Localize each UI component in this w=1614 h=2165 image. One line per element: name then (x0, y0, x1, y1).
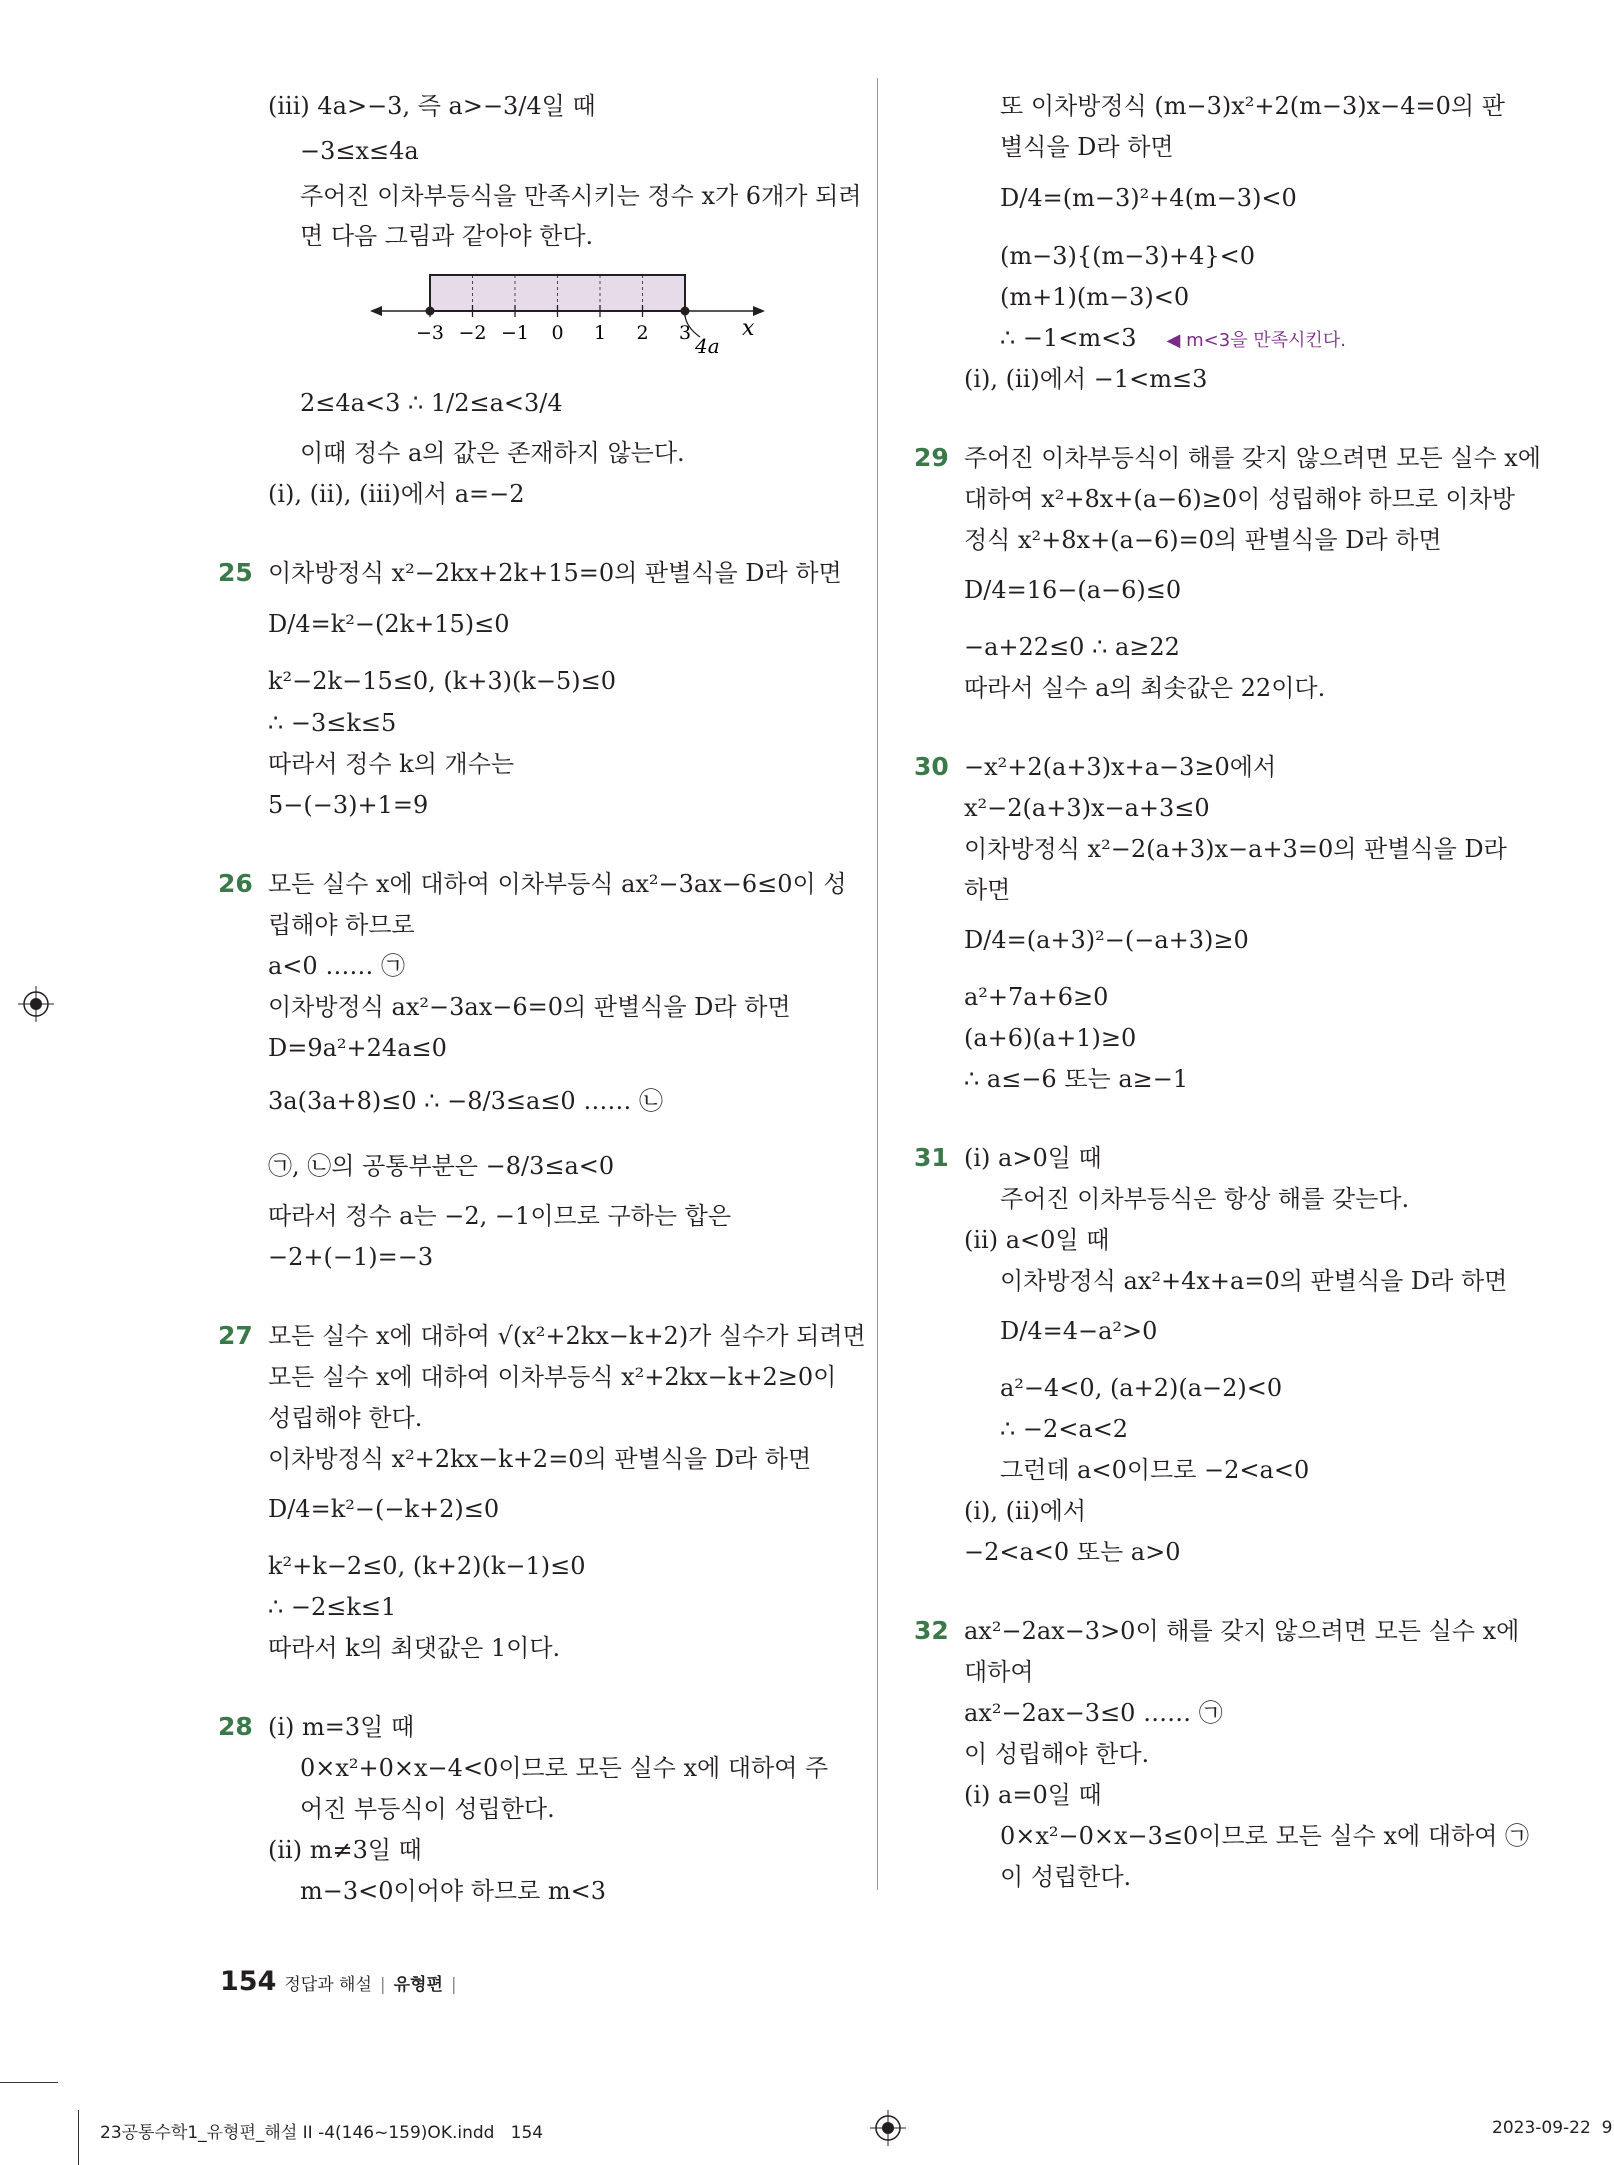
registration-mark-bottom (870, 2110, 906, 2146)
solution-line (268, 557, 842, 589)
axis-arrow-right (753, 306, 765, 316)
line-text: (i) a=0일 때 (964, 1781, 1102, 1809)
solution-line (964, 751, 1276, 783)
solution-line (268, 90, 596, 122)
solution-line (268, 665, 616, 697)
solution-line (268, 1361, 836, 1393)
line-text: 주어진 이차부등식을 만족시키는 정수 x가 6개가 되려 (300, 182, 862, 210)
line-text: ㉠, ㉡의 공통부분은 −8/3≤a<0 (268, 1152, 615, 1180)
solution-line (268, 608, 510, 640)
solution-line (964, 442, 1541, 474)
solution-line (1000, 182, 1297, 214)
solution-line (964, 672, 1325, 704)
line-text: 따라서 정수 k의 개수는 (268, 750, 515, 778)
line-text: a²+7a+6≥0 (964, 983, 1109, 1011)
problem-number: 28 (218, 1712, 253, 1741)
line-text: 대하여 (964, 1658, 1034, 1686)
line-text: (ii) m≠3일 때 (268, 1836, 422, 1864)
line-text: 이 성립해야 한다. (964, 1740, 1150, 1768)
left-endpoint (426, 307, 435, 316)
solution-line (964, 1224, 1109, 1256)
tick-label: −1 (500, 322, 530, 344)
line-text: (i) m=3일 때 (268, 1713, 415, 1741)
line-text: 모든 실수 x에 대하여 이차부등식 ax²−3ax−6≤0이 성 (268, 870, 847, 898)
crop-mark (0, 2082, 58, 2083)
line-text: 2≤4a<3 ∴ 1/2≤a<3/4 (300, 389, 563, 417)
solution-line (268, 1320, 866, 1352)
solution-line (1000, 1820, 1529, 1852)
solution-line (268, 1834, 422, 1866)
solution-line (964, 792, 1210, 824)
problem-number: 31 (914, 1143, 949, 1172)
line-text: 3a(3a+8)≤0 ∴ −8/3≤a≤0 …… ㉡ (268, 1087, 663, 1115)
line-text: D/4=16−(a−6)≤0 (964, 576, 1182, 604)
solution-line (300, 135, 419, 167)
problem-number: 29 (914, 443, 949, 472)
solution-line (1000, 1454, 1309, 1486)
print-slug-file: 23공통수학1_유형편_해설 II -4(146~159)OK.indd 154 (100, 2123, 544, 2143)
solution-line (268, 1550, 586, 1582)
crop-mark (78, 2110, 79, 2165)
line-text: −x²+2(a+3)x+a−3≥0에서 (964, 753, 1277, 781)
problem-number: 25 (218, 558, 253, 587)
solution-line (300, 1793, 555, 1825)
solution-line (964, 981, 1108, 1013)
line-text: (a+6)(a+1)≥0 (964, 1024, 1137, 1052)
solution-line (268, 1443, 811, 1475)
line-text: 이차방정식 x²−2(a+3)x−a+3=0의 판별식을 D라 (964, 835, 1507, 863)
solution-line (964, 1142, 1102, 1174)
line-text: 별식을 D라 하면 (1000, 133, 1174, 161)
line-text: 립해야 하므로 (268, 911, 415, 939)
tick-label: 2 (636, 322, 649, 344)
solution-line (268, 1241, 433, 1273)
line-text: 이차방정식 ax²+4x+a=0의 판별식을 D라 하면 (1000, 1267, 1508, 1295)
solution-line (300, 1875, 606, 1907)
line-text: 하면 (964, 876, 1011, 904)
tick-label: 1 (593, 322, 607, 344)
solution-line (300, 387, 563, 419)
line-text: (ii) a<0일 때 (964, 1226, 1110, 1254)
line-text: (m+1)(m−3)<0 (1000, 283, 1190, 311)
solution-line (268, 1150, 614, 1182)
problem-number: 26 (218, 869, 253, 898)
right-endpoint (681, 307, 690, 316)
solution-line (268, 1402, 422, 1434)
line-text: 모든 실수 x에 대하여 √(x²+2kx−k+2)가 실수가 되려면 (268, 1322, 866, 1350)
tick-label: 0 (551, 322, 564, 344)
solution-line (1000, 1861, 1131, 1893)
solution-line (268, 1085, 663, 1117)
solution-line (964, 924, 1249, 956)
registration-mark-left (18, 986, 54, 1022)
solution-line (300, 220, 593, 252)
problem-number: 32 (914, 1616, 949, 1645)
line-text: ∴ a≤−6 또는 a≥−1 (964, 1065, 1189, 1093)
line-text: 이때 정수 a의 값은 존재하지 않는다. (300, 439, 685, 467)
solution-line (268, 950, 405, 982)
line-text: D=9a²+24a≤0 (268, 1034, 447, 1062)
solution-line (268, 1632, 560, 1664)
line-text: ∴ −3≤k≤5 (268, 709, 397, 737)
line-text: 어진 부등식이 성립한다. (300, 1795, 555, 1823)
line-text: 면 다음 그림과 같아야 한다. (300, 222, 594, 250)
line-text: 그런데 a<0이므로 −2<a<0 (1000, 1456, 1310, 1484)
line-text: (m−3){(m−3)+4}<0 (1000, 242, 1256, 270)
line-text: 따라서 정수 a는 −2, −1이므로 구하는 합은 (268, 1202, 732, 1230)
line-text: k²+k−2≤0, (k+2)(k−1)≤0 (268, 1552, 586, 1580)
line-text: (i), (ii)에서 (964, 1497, 1087, 1525)
solution-line (268, 868, 847, 900)
margin-note: ◀ m<3을 만족시킨다. (1166, 330, 1346, 351)
solution-line (964, 363, 1207, 395)
solution-line (1000, 131, 1174, 163)
line-text: a²−4<0, (a+2)(a−2)<0 (1000, 1374, 1283, 1402)
line-text: k²−2k−15≤0, (k+3)(k−5)≤0 (268, 667, 617, 695)
footer-label: 정답과 해설 (284, 1975, 372, 1995)
page-number: 154 (220, 1966, 277, 1997)
solution-line (268, 1711, 414, 1743)
line-text: D/4=4−a²>0 (1000, 1317, 1158, 1345)
line-text: D/4=k²−(−k+2)≤0 (268, 1495, 500, 1523)
solution-line (964, 574, 1181, 606)
solution-line (300, 180, 861, 212)
line-text: ∴ −2<a<2 (1000, 1415, 1129, 1443)
line-text: −a+22≤0 ∴ a≥22 (964, 633, 1180, 661)
line-text: −2+(−1)=−3 (268, 1243, 434, 1271)
line-text: ∴ −1<m<3 (1000, 324, 1137, 352)
solution-line (964, 524, 1442, 556)
solution-line (964, 1063, 1188, 1095)
line-text: x²−2(a+3)x−a+3≤0 (964, 794, 1210, 822)
solution-line (300, 1752, 828, 1784)
line-text: 이차방정식 x²−2kx+2k+15=0의 판별식을 D라 하면 (268, 559, 842, 587)
line-text: 0×x²+0×x−4<0이므로 모든 실수 x에 대하여 주 (300, 1754, 829, 1782)
solution-line (964, 1495, 1086, 1527)
column-divider (877, 78, 878, 1890)
solution-line (1000, 322, 1346, 357)
line-text: D/4=k²−(2k+15)≤0 (268, 610, 510, 638)
solution-line (268, 1032, 447, 1064)
line-text: 또 이차방정식 (m−3)x²+2(m−3)x−4=0의 판 (1000, 92, 1505, 120)
print-slug-date: 2023-09-22 9 (1492, 2118, 1613, 2138)
line-text: ax²−2ax−3≤0 …… ㉠ (964, 1699, 1223, 1727)
line-text: D/4=(a+3)²−(−a+3)≥0 (964, 926, 1249, 954)
solution-line (300, 437, 685, 469)
solution-line (1000, 90, 1505, 122)
line-text: 이차방정식 ax²−3ax−6=0의 판별식을 D라 하면 (268, 993, 791, 1021)
line-text: (i), (ii), (iii)에서 a=−2 (268, 480, 525, 508)
line-text: D/4=(m−3)²+4(m−3)<0 (1000, 184, 1297, 212)
solution-line (964, 483, 1515, 515)
solution-line (964, 1536, 1181, 1568)
solution-line (1000, 1372, 1282, 1404)
solution-line (964, 874, 1010, 906)
solution-line (964, 1779, 1102, 1811)
problem-number: 27 (218, 1321, 253, 1350)
line-text: −2<a<0 또는 a>0 (964, 1538, 1181, 1566)
solution-line (1000, 240, 1255, 272)
line-text: 이차방정식 x²+2kx−k+2=0의 판별식을 D라 하면 (268, 1445, 812, 1473)
solution-line (964, 1656, 1034, 1688)
tick-label: −2 (458, 322, 487, 344)
solution-line (268, 909, 415, 941)
solution-line (964, 1738, 1149, 1770)
line-text: 주어진 이차부등식은 항상 해를 갖는다. (1000, 1185, 1410, 1213)
solution-line (1000, 1265, 1507, 1297)
solution-line (268, 789, 428, 821)
page-footer: 154 정답과 해설 | 유형편 | (220, 1966, 457, 1997)
solution-line (1000, 1413, 1128, 1445)
line-text: 주어진 이차부등식이 해를 갖지 않으려면 모든 실수 x에 (964, 444, 1541, 472)
line-text: 정식 x²+8x+(a−6)=0의 판별식을 D라 하면 (964, 526, 1442, 554)
axis-arrow-left (370, 306, 382, 316)
solution-line (964, 1697, 1223, 1729)
solution-line (1000, 1183, 1409, 1215)
solution-line (268, 748, 514, 780)
solution-line (1000, 1315, 1157, 1347)
line-text: ∴ −2≤k≤1 (268, 1593, 397, 1621)
solution-line (964, 1022, 1136, 1054)
line-text: (i) a>0일 때 (964, 1144, 1102, 1172)
line-text: 이 성립한다. (1000, 1863, 1132, 1891)
endpoint-label: 4a (695, 334, 720, 358)
line-text: m−3<0이어야 하므로 m<3 (300, 1877, 607, 1905)
solution-line (268, 1591, 396, 1623)
axis-variable-label: x (742, 316, 755, 341)
problem-number: 30 (914, 752, 949, 781)
line-text: a<0 …… ㉠ (268, 952, 405, 980)
solution-line (268, 478, 525, 510)
tick-label: 3 (678, 322, 692, 344)
solution-line (964, 833, 1507, 865)
solution-line (268, 1200, 731, 1232)
solution-line (964, 631, 1180, 663)
line-text: ax²−2ax−3>0이 해를 갖지 않으려면 모든 실수 x에 (964, 1617, 1520, 1645)
line-text: −3≤x≤4a (300, 137, 419, 165)
line-text: 모든 실수 x에 대하여 이차부등식 x²+2kx−k+2≥0이 (268, 1363, 837, 1391)
line-text: (iii) 4a>−3, 즉 a>−3/4일 때 (268, 92, 596, 120)
tick-label: −3 (415, 322, 445, 344)
line-text: (i), (ii)에서 −1<m≤3 (964, 365, 1208, 393)
line-text: 따라서 실수 a의 최솟값은 22이다. (964, 674, 1326, 702)
solution-line (268, 991, 791, 1023)
solution-line (1000, 281, 1189, 313)
line-text: 0×x²−0×x−3≤0이므로 모든 실수 x에 대하여 ㉠ (1000, 1822, 1530, 1850)
solution-line (268, 1493, 499, 1525)
solution-line (268, 707, 396, 739)
line-text: 성립해야 한다. (268, 1404, 423, 1432)
line-text: 5−(−3)+1=9 (268, 791, 429, 819)
number-line-figure (370, 265, 790, 365)
solution-line (964, 1615, 1519, 1647)
line-text: 따라서 k의 최댓값은 1이다. (268, 1634, 561, 1662)
line-text: 대하여 x²+8x+(a−6)≥0이 성립해야 하므로 이차방 (964, 485, 1516, 513)
footer-section: 유형편 (393, 1975, 443, 1995)
